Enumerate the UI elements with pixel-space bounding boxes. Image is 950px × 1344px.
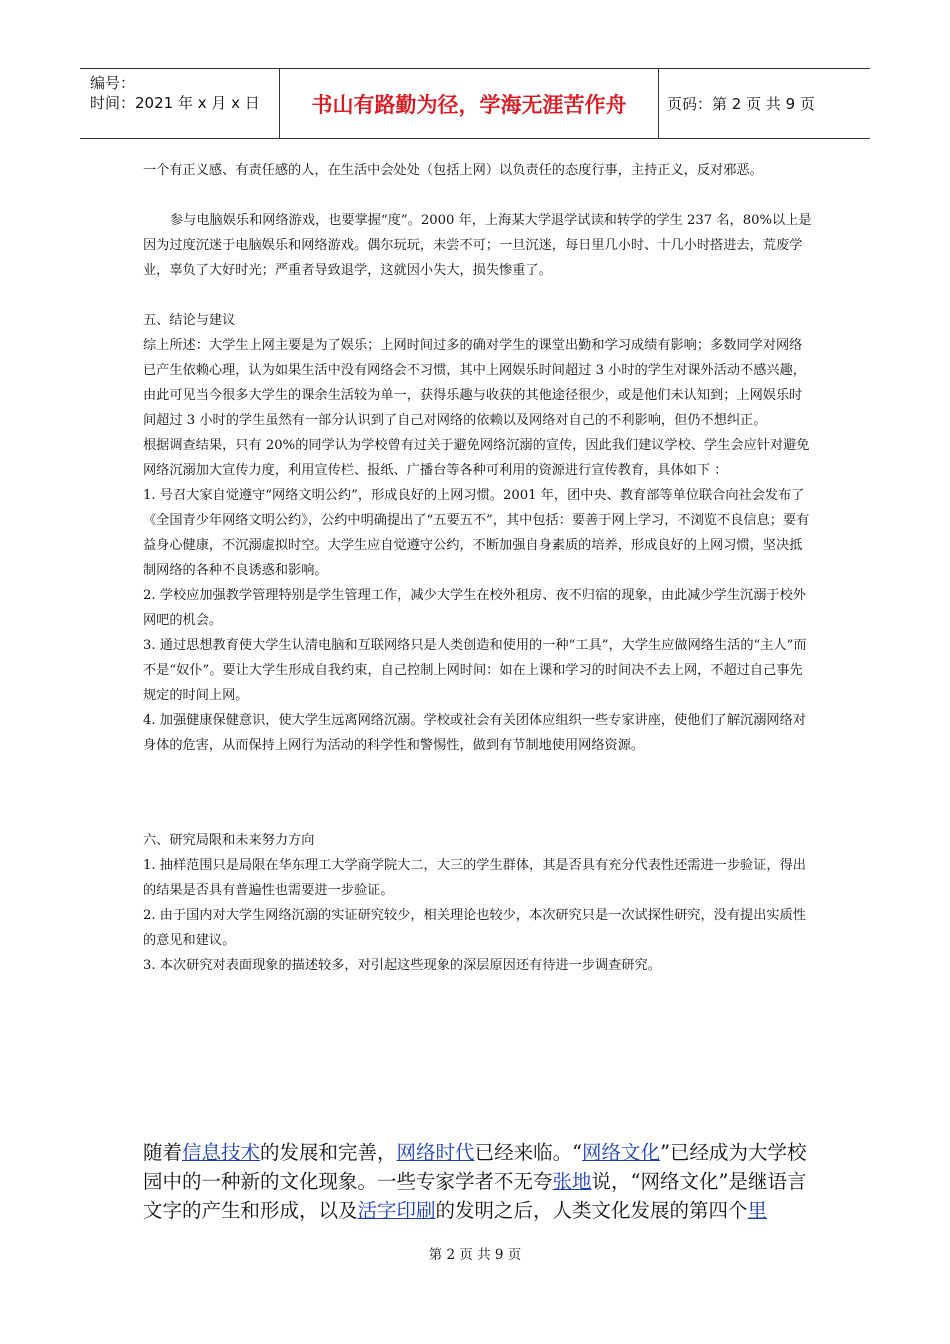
link-information-technology[interactable]: 信息技术 [182,1141,261,1164]
header-table [80,68,870,139]
link-zhangdi[interactable]: 张地 [552,1170,592,1193]
link-movable-type[interactable]: 活字印刷 [357,1199,436,1222]
motto: 书山有路勤为径，学海无涯苦作舟 [280,69,659,138]
paragraph: 参与电脑娱乐和网络游戏，也要掌握“度”。2000 年，上海某大学退学试读和转学的学生 237 名，80%以上是因为过度沉迷于电脑娱乐和网络游戏。偶尔玩玩，未尝不可；一旦沉迷，每日里几小时、十几小时搭进去，荒废学业，辜负了大好时光；严重者导致退学，这就因小失大，损失惨重了。 [143,213,812,278]
text-span: 的发展和完善， [260,1141,397,1164]
body-block-2 [143,208,813,283]
page-info: 页码：第 2 页 共 9 页 [667,95,815,113]
paragraph: 一个有正义感、有责任感的人，在生活中会处处（包括上网）以负责任的态度行事，主持正义，反对邪恶。 [143,163,763,178]
paragraph: 根据调查结果，只有 20%的同学认为学校曾有过关于避免网络沉溺的宣传，因此我们建议学校、学生会应针对避免网络沉溺加大宣传力度，利用宣传栏、报纸、广播台等各种可利用的资源进行宣传教育，具体如下 ： [143,438,810,478]
list-item: 3. 本次研究对表面现象的描述较多，对引起这些现象的深层原因还有待进一步调查研究。 [143,958,661,973]
number-label: 编号： [90,74,136,92]
link-network-culture[interactable]: 网络文化 [582,1141,661,1164]
list-item: 1. 号召大家自觉遵守“网络文明公约”，形成良好的上网习惯。2001 年，团中央、教育部等单位联合向社会发布了《全国青少年网络文明公约》，公约中明确提出了“五要五不”，其中包括：要善于网上学习，不浏览不良信息；要有益身心健康，不沉溺虚拟时空。大学生应自觉遵守公约，不断加强自身素质的培养，形成良好的上网习惯，坚决抵制网络的各种不良诱惑和影响。 [143,488,810,578]
paragraph: 综上所述：大学生上网主要是为了娱乐；上网时间过多的确对学生的课堂出勤和学习成绩有影响；多数同学对网络已产生依赖心理，认为如果生活中没有网络会不习惯，其中上网娱乐时间超过 3 小时的学生对课外活动不感兴趣，由此可见当今很多大学生的课余生活较为单一，获得乐趣与收获的其他途径很少，或是他们未认知到；上网娱乐时间超过 3 小时的学生虽然有一部分认识到了自己对网络的依赖以及网络对自己的不利影响，但仍不想纠正。 [143,338,806,428]
list-item: 4. 加强健康保健意识，使大学生远离网络沉溺。学校或社会有关团体应组织一些专家讲座，使他们了解沉溺网络对身体的危害，从而保持上网行为活动的科学性和警惕性，做到有节制地使用网络资源。 [143,713,806,753]
header-left-cell [80,69,280,138]
list-item: 2. 由于国内对大学生网络沉溺的实证研究较少，相关理论也较少，本次研究只是一次试探性研究，没有提出实质性的意见和建议。 [143,908,806,948]
section-5 [143,308,813,758]
intro-paragraph [143,1138,813,1225]
body-block-1 [143,158,813,183]
section-title: 五、结论与建议 [143,313,236,328]
section-title: 六、研究局限和未来努力方向 [143,833,315,848]
text-span: 说，“网络文化”是继语言文字的产生和形成，以及 [143,1170,807,1222]
page-footer: 第 2 页 共 9 页 [428,1247,522,1263]
link-li[interactable]: 里 [747,1199,768,1222]
link-network-era[interactable]: 网络时代 [396,1141,475,1164]
list-item: 3. 通过思想教育使大学生认清电脑和互联网络只是人类创造和使用的一种“工具”，大学生应做网络生活的“主人”而不是“奴仆”。要让大学生形成自我约束，自己控制上网时间：如在上课和学习的时间决不去上网，不超过自己事先规定的时间上网。 [143,638,807,703]
list-item: 2. 学校应加强教学管理特别是学生管理工作，减少大学生在校外租房、夜不归宿的现象，由此减少学生沉溺于校外网吧的机会。 [143,588,806,628]
section-6 [143,828,813,978]
text-span: 已经来临。“ [474,1141,583,1164]
text-span: ”已经成为大学校园中的一种新的文化现象。一些专家学者不无夸 [143,1141,807,1193]
text-span: 随着 [143,1141,183,1164]
text-span: 的发明之后，人类文化发展的第四个 [435,1199,748,1222]
list-item: 1. 抽样范围只是局限在华东理工大学商学院大二，大三的学生群体，其是否具有充分代表性还需进一步验证，得出的结果是否具有普遍性也需要进一步验证。 [143,858,806,898]
time-label: 时间：2021 年 x 月 x 日 [90,94,260,112]
